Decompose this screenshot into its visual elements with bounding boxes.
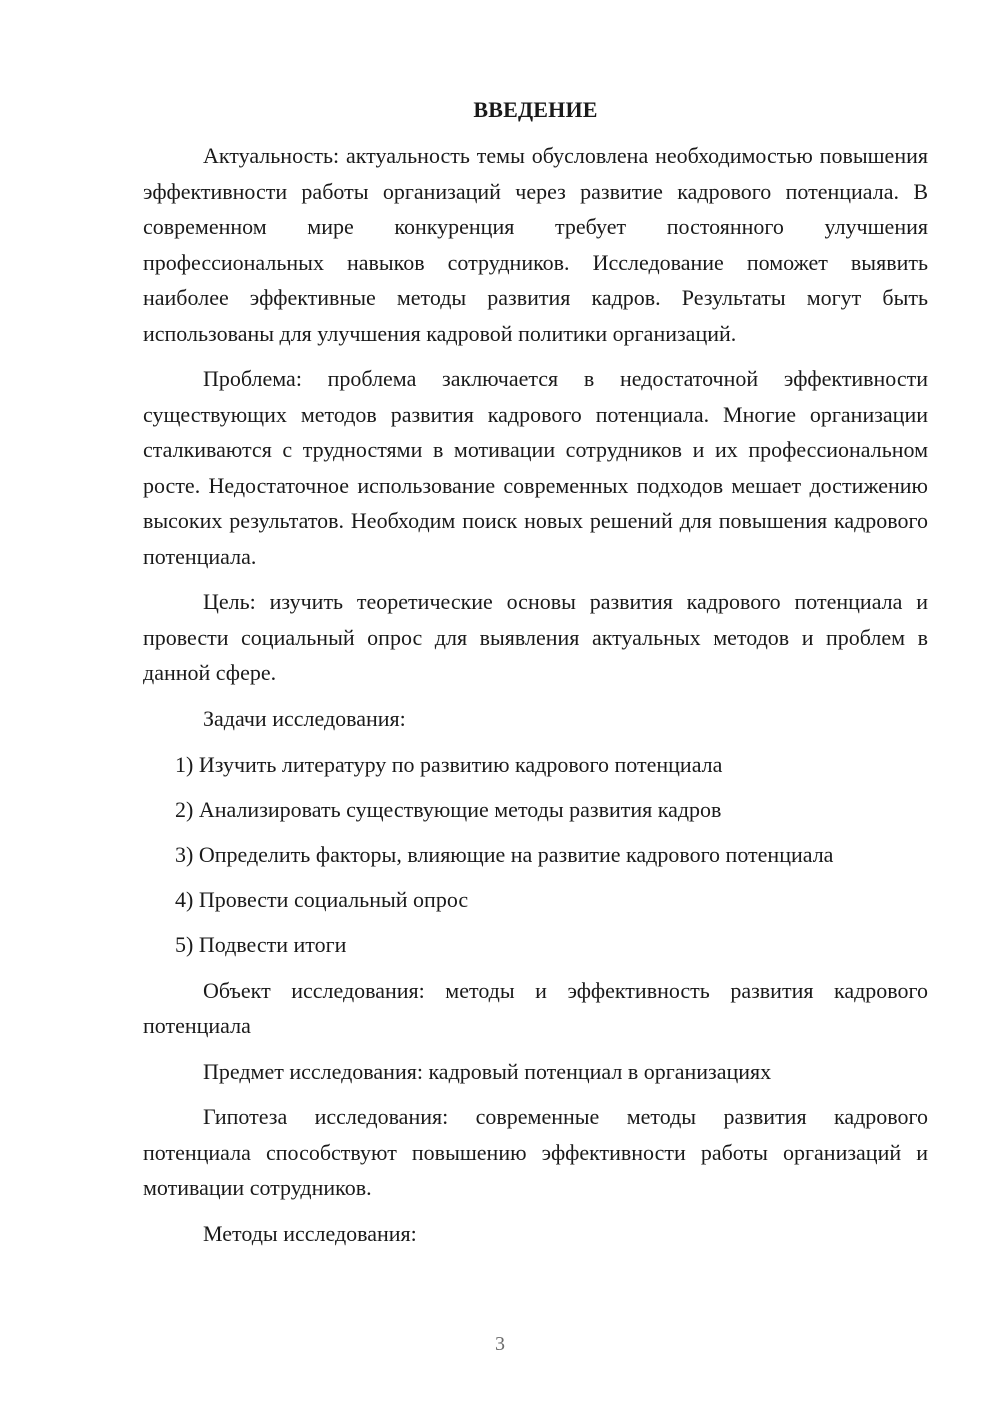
relevance-paragraph: Актуальность: актуальность темы обусловлена необходимостью повышения эффективности работы организаций через развитие кадрового потенциала. В современном мире конкуренция требует постоянного улучшения профессиональных навыков сотрудников. Исследование поможет выявить наиболее эффективные методы развития кадров. Результаты могут быть использованы для улучшения кадровой политики организаций. [143,143,928,346]
task-item: 5) Подвести итоги [175,931,347,957]
task-item: 3) Определить факторы, влияющие на развитие кадрового потенциала [175,841,834,867]
object-paragraph: Объект исследования: методы и эффективность развития кадрового потенциала [143,977,928,1038]
document-page [143,92,928,1262]
task-item: 4) Провести социальный опрос [175,886,469,912]
goal-paragraph: Цель: изучить теоретические основы развития кадрового потенциала и провести социальный опрос для выявления актуальных методов и проблем в данной сфере. [143,589,928,685]
task-item: 1) Изучить литературу по развитию кадрового потенциала [175,751,723,777]
page-number: 3 [495,1333,505,1355]
tasks-list [143,747,928,963]
problem-paragraph: Проблема: проблема заключается в недостаточной эффективности существующих методов развития кадрового потенциала. Многие организации сталкиваются с трудностями в мотивации сотрудников и их профессиональном росте. Недостаточное использование современных подходов мешает достижению высоких результатов. Необходим поиск новых решений для повышения кадрового потенциала. [143,366,928,569]
methods-heading: Методы исследования: [203,1220,417,1246]
section-title: ВВЕДЕНИЕ [473,97,598,122]
hypothesis-paragraph: Гипотеза исследования: современные методы развития кадрового потенциала способствуют повышению эффективности работы организаций и мотивации сотрудников. [143,1104,928,1200]
tasks-heading: Задачи исследования: [203,705,406,731]
task-item: 2) Анализировать существующие методы развития кадров [175,796,722,822]
subject-paragraph: Предмет исследования: кадровый потенциал в организациях [203,1058,772,1084]
